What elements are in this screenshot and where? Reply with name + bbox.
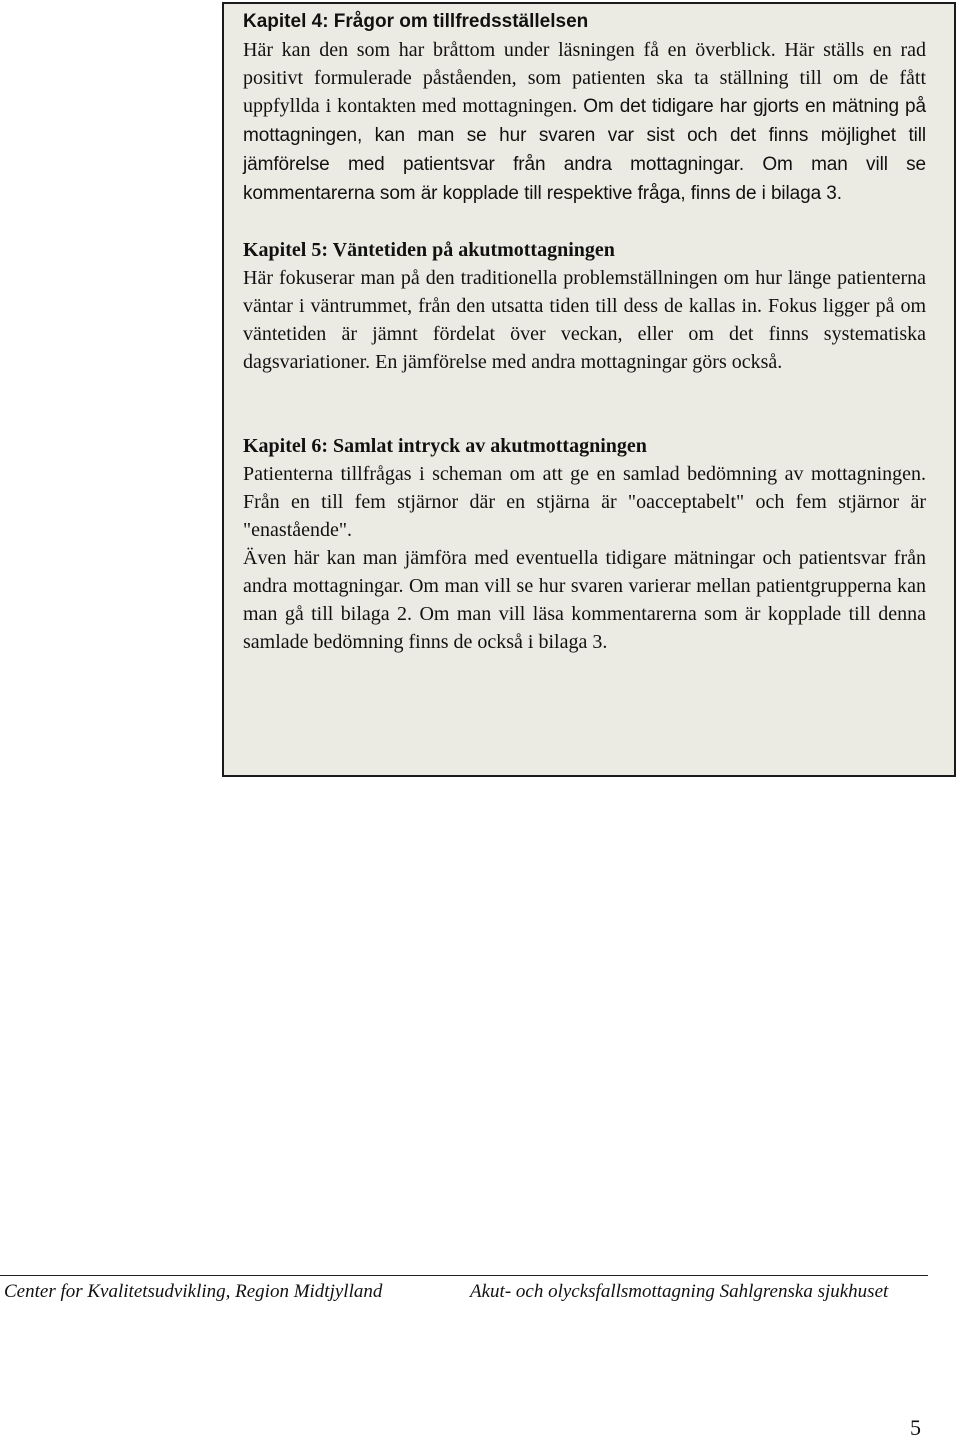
- chapter-6-heading: Kapitel 6: Samlat intryck av akutmottagningen: [243, 435, 647, 457]
- page-footer: [0, 1275, 928, 1302]
- chapter-6-section: [243, 432, 926, 656]
- footer-right-text: Akut- och olycksfallsmottagning Sahlgrenska sjukhuset: [470, 1281, 889, 1302]
- chapter-5-body: Här fokuserar man på den traditionella problemställningen om hur länge patienterna väntar i väntrummet, från den utsatta tiden till dess de kallas in. Fokus ligger på om väntetiden är jämnt fördelat över veckan, eller om det finns systematiska dagsvariationer. En jämförelse med andra mottagningar görs också.: [243, 267, 926, 373]
- chapter-summary-box: [222, 2, 956, 777]
- chapter-5-section: [243, 236, 926, 376]
- chapter-5-heading: Kapitel 5: Väntetiden på akutmottagningen: [243, 239, 615, 261]
- footer-left-text: Center for Kvalitetsudvikling, Region Midtjylland: [4, 1281, 383, 1302]
- chapter-4-body-sans: Om det tidigare har gjorts en mätning på mottagningen, kan man se hur svaren var sist och det finns möjlighet till jämförelse med patientsvar från andra mottagningar. Om man vill se kommentarerna som är kopplade till respektive fråga, finns de i bilaga 3.: [243, 96, 926, 204]
- chapter-4-body-serif: Här kan den som har bråttom under läsningen få en överblick. Här ställs en rad positivt formulerade påståenden, som patienten ska ta ställning till om de fått uppfyllda i kontakten med mottagningen.: [243, 39, 926, 117]
- page-number: 5: [910, 1415, 921, 1440]
- chapter-6-body-1: Patienterna tillfrågas i scheman om att ge en samlad bedömning av mottagningen. Från en till fem stjärnor där en stjärna är "oacceptabelt" och fem stjärnor är "enastående".: [243, 463, 926, 541]
- chapter-4-section: [243, 8, 926, 208]
- chapter-4-body: [243, 36, 926, 208]
- chapter-4-heading: Kapitel 4: Frågor om tillfredsställelsen: [243, 11, 589, 32]
- chapter-6-body-2: Även här kan man jämföra med eventuella tidigare mätningar och patientsvar från andra mottagningar. Om man vill se hur svaren varierar mellan patientgrupperna kan man gå till bilaga 2. Om man vill läsa kommentarerna som är kopplade till denna samlade bedömning finns de också i bilaga 3.: [243, 547, 926, 653]
